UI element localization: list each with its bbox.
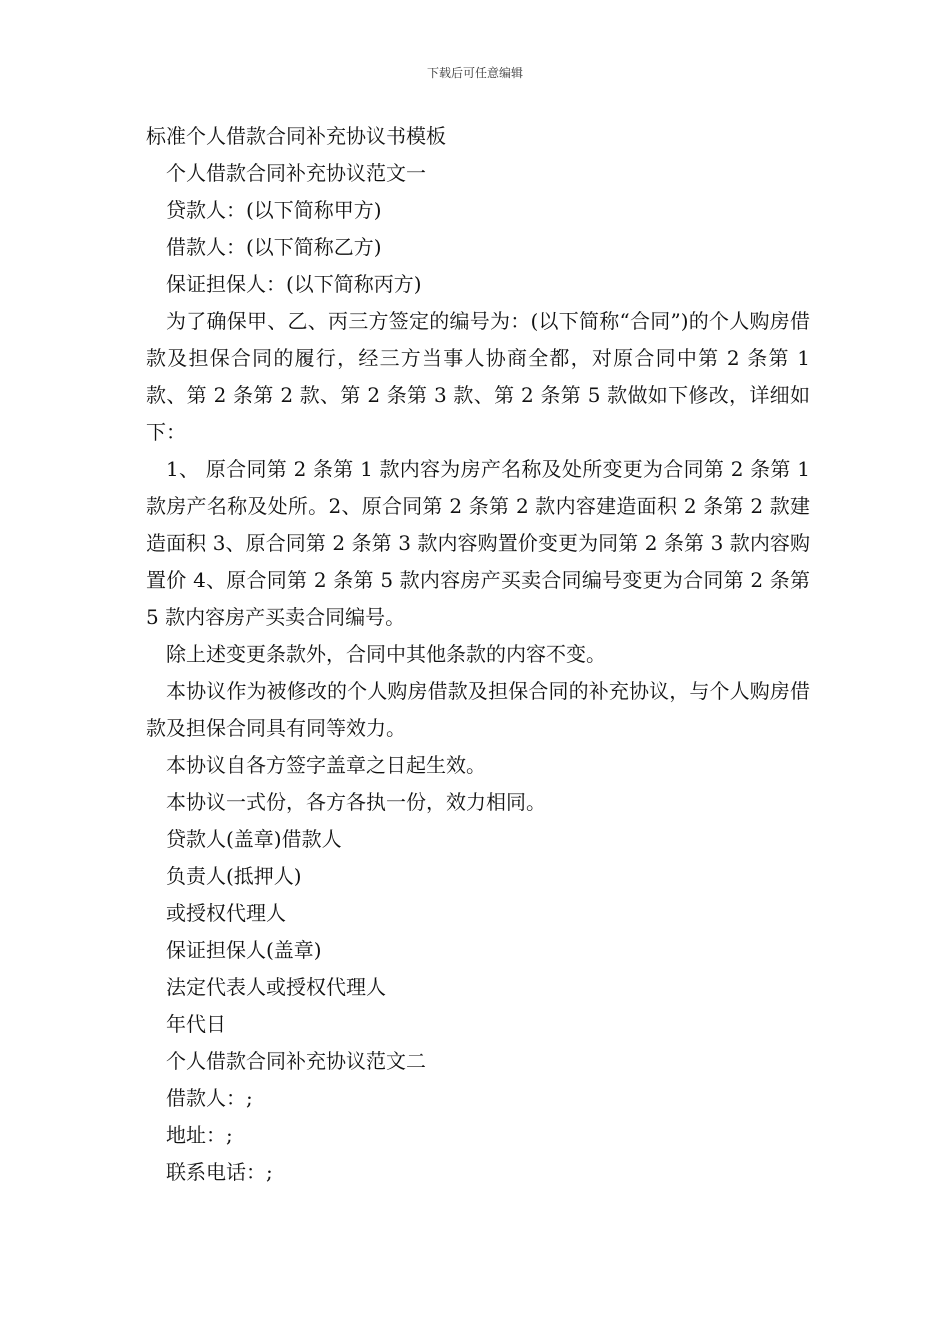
signature-agent: 或授权代理人 [166, 901, 286, 925]
paragraph-changes: 1、 原合同第 2 条第 1 款内容为房产名称及处所变更为合同第 2 条第 1 款房产名称及处所。2、原合同第 2 条第 2 款内容建造面积 2 条第 2 款建造面积 3、原合同第 2 条第 3 款内容购置价变更为同第 2 条第 3 款内容购置价 4、原合同第 2 条第 5 款内容房产买卖合同编号变更为合同第 2 条第 5 款内容房产买卖合同编号。 [146, 457, 810, 629]
document-body [146, 118, 810, 1191]
signature-lender: 贷款人(盖章)借款人 [166, 827, 342, 851]
paragraph-purpose: 为了确保甲、乙、丙三方签定的编号为：(以下简称“合同”)的个人购房借款及担保合同的履行，经三方当事人协商全都，对原合同中第 2 条第 1 款、第 2 条第 2 款、第 2 条第 3 款、第 2 条第 5 款做如下修改，详细如下： [146, 309, 810, 444]
paragraph-other-terms: 除上述变更条款外，合同中其他条款的内容不变。 [166, 642, 606, 666]
signature-guarantor: 保证担保人(盖章) [166, 938, 322, 962]
lender-line: 贷款人：(以下简称甲方) [166, 198, 382, 222]
paragraph-effect: 本协议作为被修改的个人购房借款及担保合同的补充协议，与个人购房借款及担保合同具有同等效力。 [146, 679, 810, 740]
signature-legal-rep: 法定代表人或授权代理人 [166, 975, 386, 999]
phone-line: 联系电话：; [166, 1160, 273, 1184]
document-title: 标准个人借款合同补充协议书模板 [146, 124, 446, 148]
paragraph-effective-date: 本协议自各方签字盖章之日起生效。 [166, 753, 486, 777]
page-header-note: 下载后可任意编辑 [426, 66, 523, 80]
borrower-line: 借款人：(以下简称乙方) [166, 235, 382, 259]
address-line: 地址：; [166, 1123, 233, 1147]
guarantor-line: 保证担保人：(以下简称丙方) [166, 272, 422, 296]
signature-responsible: 负责人(抵押人) [166, 864, 302, 888]
section-heading-1: 个人借款合同补充协议范文一 [166, 161, 426, 185]
borrower2-line: 借款人：; [166, 1086, 253, 1110]
signature-date: 年代日 [166, 1012, 226, 1036]
paragraph-copies: 本协议一式份，各方各执一份，效力相同。 [166, 790, 546, 814]
section-heading-2: 个人借款合同补充协议范文二 [166, 1049, 426, 1073]
